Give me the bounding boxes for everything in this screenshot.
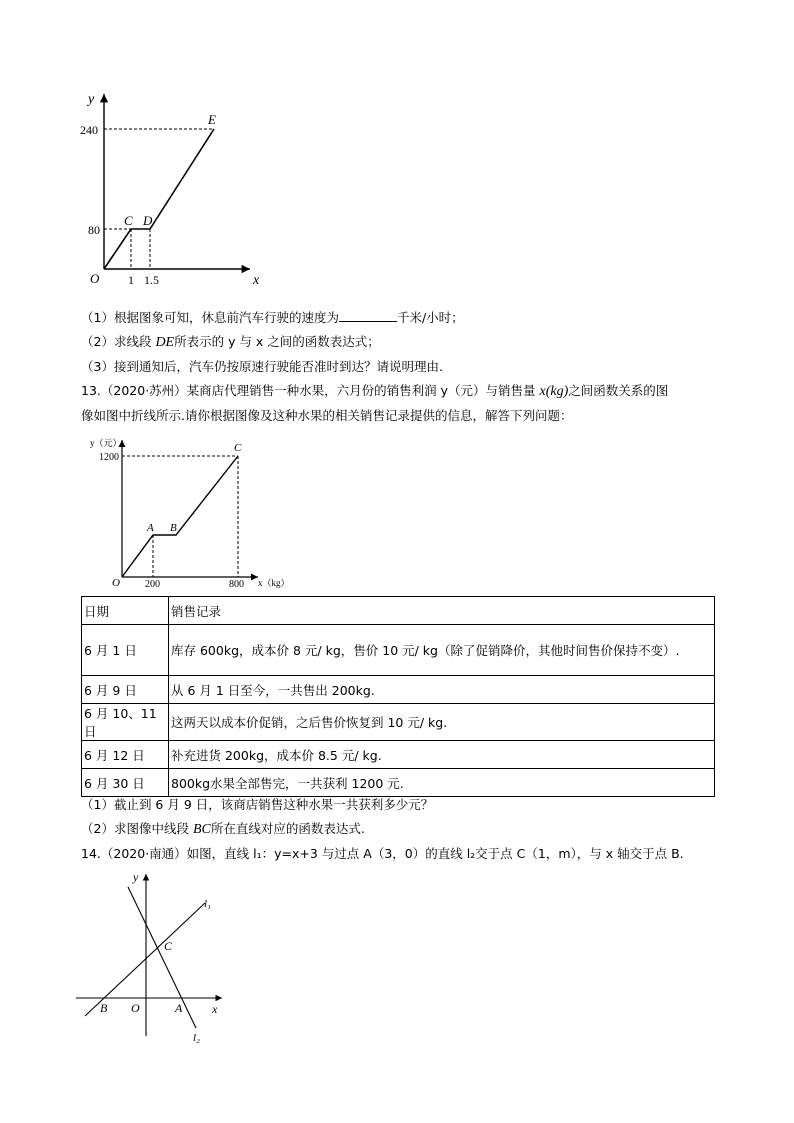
x-axis-label: x — [212, 1002, 218, 1016]
q12-part2-text: （2）求线段 — [81, 334, 152, 349]
x-tick-800: 800 — [229, 579, 244, 590]
row-date: 6 月 1 日 — [82, 625, 169, 676]
q13-stem-line1 — [81, 382, 668, 401]
segment-bc: BC — [192, 822, 211, 837]
origin-label: O — [90, 271, 100, 286]
sales-record-table — [81, 596, 715, 797]
origin-label: O — [112, 577, 120, 589]
q13-part1-text: （1）截止到 6 月 9 日，该商店销售这种水果一共获利多少元？ — [81, 797, 434, 812]
header-date: 日期 — [82, 597, 169, 625]
q13-stem-b: 之间函数关系的图 — [568, 383, 669, 398]
row-record — [169, 625, 715, 676]
x-tick-1: 1 — [128, 273, 134, 287]
row-record: 这两天以成本价促销，之后售价恢复到 10 元/ kg. — [169, 704, 715, 741]
row-date: 6 月 9 日 — [82, 676, 169, 704]
table-row — [82, 625, 715, 676]
answer-blank[interactable] — [339, 309, 397, 322]
header-record: 销售记录 — [169, 597, 715, 625]
point-a-label: A — [175, 1001, 183, 1015]
segment-de: DE — [155, 335, 175, 350]
q12-part3-text: （3）接到通知后，汽车仍按原速行驶能否准时到达？请说明理由. — [81, 359, 443, 374]
q12-part3 — [81, 358, 443, 376]
x-tick-200: 200 — [145, 579, 160, 590]
row-date: 6 月 10、11 日 — [82, 704, 169, 741]
table-header-row — [82, 597, 715, 625]
table-row — [82, 769, 715, 797]
y-tick-80: 80 — [88, 223, 100, 237]
y-axis-label: y — [88, 92, 95, 107]
y-axis-label: y — [133, 870, 139, 884]
figure-q12-graph — [70, 85, 270, 290]
q14-stem — [81, 845, 684, 863]
graph-line-ocde — [104, 129, 214, 269]
q12-part1-text: （1）根据图象可知，休息前汽车行驶的速度为 — [81, 310, 339, 325]
table-row — [82, 704, 715, 741]
row-date: 6 月 12 日 — [82, 741, 169, 769]
point-e-label: E — [208, 112, 216, 127]
q13-stem-line2 — [81, 407, 572, 425]
y-tick-1200: 1200 — [99, 452, 119, 463]
graph-line-oabc — [122, 456, 238, 577]
point-a-label: A — [147, 522, 154, 534]
q12-part1-unit: 千米/小时； — [396, 310, 464, 325]
q13-var-x: x(kg) — [539, 384, 569, 399]
line-l2-label: l₂ — [193, 1032, 200, 1044]
table-row — [82, 741, 715, 769]
q13-stem-a: 13.（2020·苏州）某商店代理销售一种水果，六月份的销售利润 y（元）与销售量 — [81, 383, 536, 398]
point-c-label: C — [234, 442, 242, 454]
q12-part2-text-b: 所表示的 y 与 x 之间的函数表达式； — [174, 334, 380, 349]
point-d-label: D — [143, 213, 153, 228]
figure-q13-graph — [82, 430, 292, 590]
x-tick-1-5: 1.5 — [144, 273, 159, 287]
point-b-label: B — [100, 1001, 108, 1015]
point-c-label: C — [124, 213, 133, 228]
row-record-text: 库存 600kg，成本价 8 元/ kg，售价 10 元/ kg（除了促销降价，其他时间售价保持不变）. — [171, 642, 680, 658]
q12-part2 — [81, 333, 380, 352]
x-axis-label: x（kg） — [258, 578, 290, 588]
q13-part2-text-b: 所在直线对应的函数表达式. — [210, 821, 365, 836]
line-l1 — [85, 903, 205, 1016]
row-record: 800kg水果全部售完，一共获利 1200 元. — [169, 769, 715, 797]
figure-q14-graph — [70, 865, 240, 1050]
q13-part1 — [81, 796, 433, 814]
row-date: 6 月 30 日 — [82, 769, 169, 797]
line-l1-label: l₁ — [204, 898, 211, 910]
q13-part2-text: （2）求图像中线段 — [81, 821, 189, 836]
point-c-label: C — [164, 939, 173, 953]
y-tick-240: 240 — [80, 123, 98, 137]
y-axis-label: y（元） — [90, 438, 122, 448]
table-row — [82, 676, 715, 704]
row-record: 补充进货 200kg，成本价 8.5 元/ kg. — [169, 741, 715, 769]
origin-label: O — [131, 1001, 140, 1015]
point-b-label: B — [170, 522, 177, 534]
q13-part2 — [81, 820, 365, 839]
q13-stem-line2-text: 像如图中折线所示.请你根据图像及这种水果的相关销售记录提供的信息，解答下列问题： — [81, 408, 573, 423]
row-record: 从 6 月 1 日至今，一共售出 200kg. — [169, 676, 715, 704]
q14-stem-text: 14.（2020·南通）如图，直线 l₁：y=x+3 与过点 A（3，0）的直线 l₂交于点 C（1，m），与 x 轴交于点 B. — [81, 846, 684, 861]
x-axis-label: x — [253, 273, 260, 288]
q12-part1 — [81, 309, 464, 327]
